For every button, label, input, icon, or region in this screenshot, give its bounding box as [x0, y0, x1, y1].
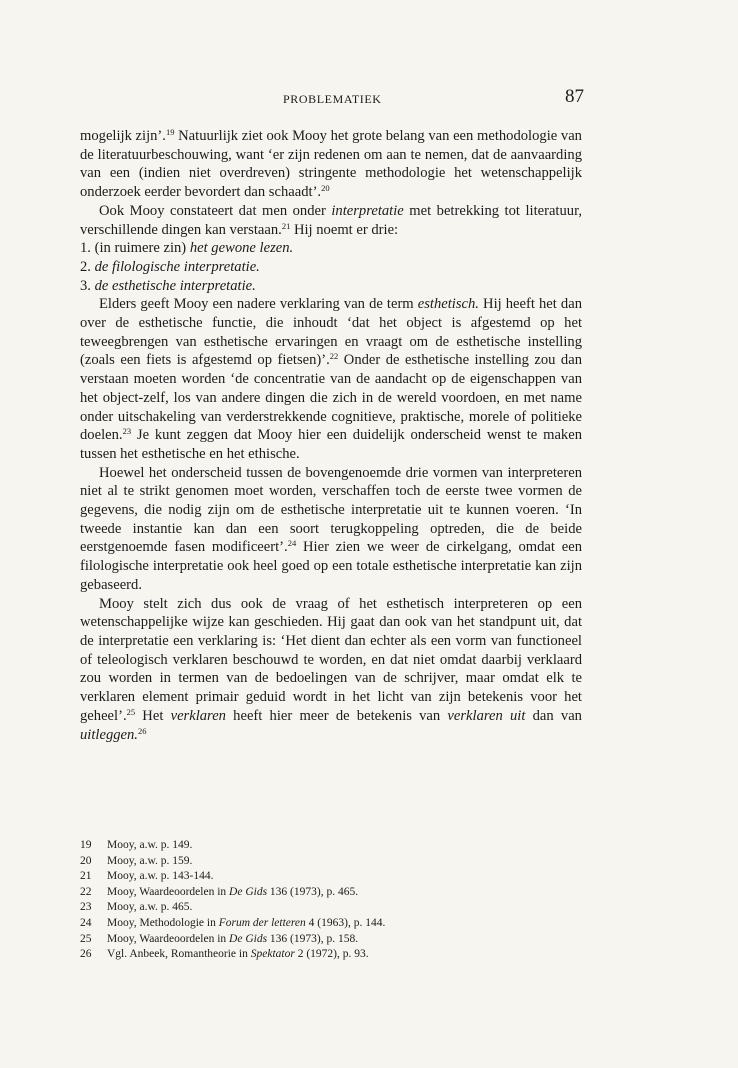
- footnote: [80, 947, 582, 963]
- footnote-text: 136 (1973), p. 465.: [267, 885, 359, 898]
- paragraph: [80, 127, 582, 202]
- paragraph-text: Je kunt zeggen dat Mooy hier een duidelijk onderscheid wenst te maken tussen het esthetische en het ethische.: [80, 427, 582, 462]
- footnote-ref: 22: [329, 351, 339, 362]
- footnote: [80, 869, 582, 885]
- paragraph-text: Onder de esthetische instelling zou dan verstaan moeten worden ‘de concentratie van de aandacht op de eigenschappen van het object-zelf, los van andere dingen die zich in de wereld voordoen, en met name onder uitschakeling van verderstrekkende cognitieve, praktische, morele of politieke doelen.: [80, 352, 582, 444]
- paragraph: [80, 595, 582, 745]
- paragraph-text: Het: [135, 707, 171, 724]
- footnote: [80, 838, 582, 854]
- paragraph-text: Hij heeft het dan over de esthetische functie, die inhoudt ‘dat het object is afgestemd op het teweegbrengen van esthetische ervaringen en vraagt om de esthetische instelling (zoals een fiets is afgestemd op fietsen)’.: [80, 296, 582, 369]
- footnote-italic: Forum der letteren: [218, 916, 306, 929]
- footnote-text: Mooy, Waardeoordelen in: [107, 885, 230, 898]
- footnote-number: 21: [80, 870, 92, 883]
- footnote-text: 4 (1963), p. 144.: [305, 916, 386, 929]
- paragraph-text: 3.: [80, 277, 95, 294]
- footnote: [80, 900, 582, 916]
- footnote-text: [107, 838, 582, 854]
- paragraph-text: Ook Mooy constateert dat men onder: [99, 202, 332, 219]
- paragraph: [80, 202, 582, 239]
- footnote-text: Mooy, a.w. p. 143-144.: [107, 870, 214, 883]
- footnote-number: 19: [80, 839, 92, 851]
- footnote-number: 22: [80, 885, 92, 898]
- paragraph-italic: esthetisch.: [417, 296, 479, 313]
- footnote-italic: De Gids: [229, 932, 268, 945]
- footnote-text: Mooy, Waardeoordelen in: [107, 932, 230, 945]
- list-item: [80, 239, 582, 258]
- body-text: [80, 127, 582, 744]
- list-item: [80, 277, 582, 296]
- paragraph-italic: verklaren uit: [447, 707, 526, 724]
- footnote-ref: 23: [122, 426, 132, 437]
- footnote-text: Mooy, a.w. p. 159.: [107, 854, 193, 867]
- paragraph: [80, 464, 582, 595]
- footnote-text: Mooy, Methodologie in: [107, 916, 219, 929]
- footnote-number: 23: [80, 901, 92, 914]
- footnote: [80, 885, 582, 901]
- footnote: [80, 916, 582, 932]
- paragraph-italic: de esthetische interpretatie.: [94, 277, 256, 294]
- footnote-text: [107, 869, 582, 885]
- running-head: PROBLEMATIEK: [283, 92, 382, 106]
- footnote-text: [107, 885, 582, 901]
- paragraph-italic: uitleggen.: [80, 726, 138, 743]
- paragraph-italic: verklaren: [170, 707, 226, 724]
- paragraph-text: 2.: [80, 258, 95, 275]
- paragraph-italic: de filologische interpretatie.: [94, 258, 260, 275]
- paragraph-text: dan van: [525, 707, 582, 724]
- footnote-ref: 24: [287, 538, 297, 549]
- footnote-text: [107, 932, 582, 948]
- paragraph-text: Elders geeft Mooy een nadere verklaring van de term: [99, 296, 418, 313]
- footnote-italic: Spektator: [250, 948, 295, 961]
- paragraph-text: Hij noemt er drie:: [290, 221, 399, 238]
- paragraph-text: Hoewel het onderscheid tussen de bovengenoemde drie vormen van interpreteren niet al te strikt genomen moet worden, verschaffen toch de eerste twee vormen de gegevens, die nodig zijn om de esthetische interpretatie uit te kunnen voeren. ‘In tweede instantie kan dan een soort terugkoppeling optreden, die de beide eerstgenoemde fasen modificeert’.: [80, 464, 582, 556]
- page-number: 87: [565, 86, 584, 107]
- footnote-number: 25: [80, 932, 92, 945]
- footnote-text: 136 (1973), p. 158.: [267, 932, 359, 945]
- footnote: [80, 854, 582, 870]
- footnote-ref: 19: [165, 127, 175, 137]
- footnote-italic: De Gids: [229, 885, 268, 898]
- footnote-ref: 20: [321, 183, 330, 194]
- list-item: [80, 258, 582, 277]
- footnote-number: 24: [80, 916, 92, 929]
- footnote-text: [107, 900, 582, 916]
- paragraph-text: Mooy stelt zich dus ook de vraag of het esthetisch interpreteren op een wetenschappelijke wijze kan geschieden. Hij gaat dan ook van het standpunt uit, dat de interpretatie een verklaring is: ‘Het dient dan echter als een vorm van functioneel of teleologisch verklaren beschouwd te worden, en dat niet omdat daarbij verklaard zou worden in termen van de bedoelingen van de schrijver, maar omdat elk te verklaren element primair geduid wordt in het licht van zijn betekenis voor het geheel’.: [80, 595, 582, 724]
- footnote-text: [107, 916, 582, 932]
- footnote-ref: 26: [137, 725, 147, 736]
- footnotes: [80, 838, 582, 963]
- footnote-text: Mooy, a.w. p. 465.: [107, 901, 193, 914]
- footnote-text: Mooy, a.w. p. 149.: [107, 839, 193, 851]
- footnote-number: 20: [80, 854, 92, 867]
- paragraph-text: mogelijk zijn’.: [80, 128, 166, 144]
- paragraph-text: Hier zien we weer de cirkelgang, omdat een filologische interpretatie ook heel goed op een totale esthetische interpretatie kan zijn gebaseerd.: [80, 539, 582, 593]
- paragraph-text: heeft hier meer de betekenis van: [225, 707, 448, 724]
- paragraph-italic: het gewone lezen.: [189, 240, 294, 257]
- paragraph: [80, 295, 582, 463]
- footnote: [80, 932, 582, 948]
- paragraph-text: Natuurlijk ziet ook Mooy het grote belang van een methodologie van de literatuurbeschouwing, want ‘er zijn redenen om aan te nemen, dat de aanvaarding van een (indien niet overdreven) stringente methodologie het wetenschappelijk onderzoek eerder bevordert dan schaadt’.: [80, 128, 582, 201]
- paragraph-italic: interpretatie: [331, 202, 404, 219]
- footnote-ref: 21: [281, 220, 291, 231]
- footnote-number: 26: [80, 948, 92, 961]
- footnote-text: [107, 854, 582, 870]
- paragraph-text: met betrekking tot literatuur, verschillende dingen kan verstaan.: [80, 202, 583, 238]
- paragraph-text: 1. (in ruimere zin): [80, 240, 190, 257]
- footnote-text: [107, 947, 582, 963]
- footnote-ref: 25: [126, 706, 136, 717]
- footnote-text: Vgl. Anbeek, Romantheorie in: [107, 948, 251, 961]
- footnote-text: 2 (1972), p. 93.: [294, 948, 369, 961]
